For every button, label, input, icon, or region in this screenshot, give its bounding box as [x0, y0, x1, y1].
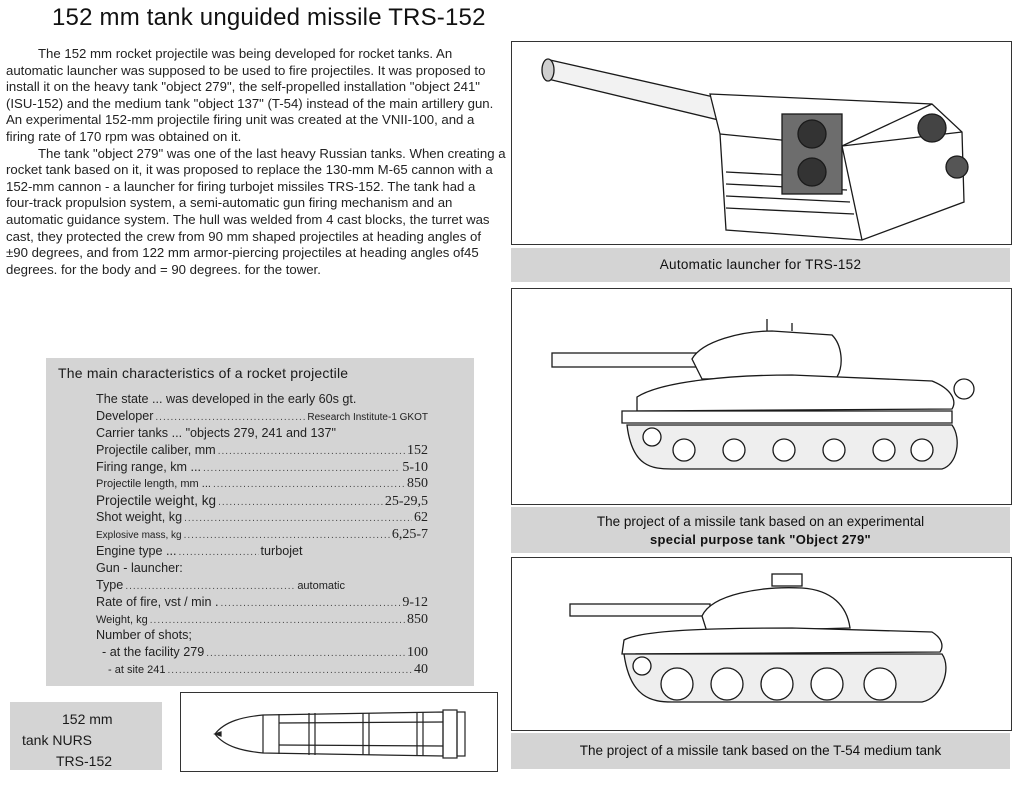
t54-tank-illustration [511, 557, 1012, 731]
paragraph-1: The 152 mm rocket projectile was being developed for rocket tanks. An automatic launcher was supposed to be used to fire projectiles. It was proposed to install it on the heavy tank "object 279", the self-propelled installation "object 241" (ISU-152) and the medium tank "object 137" (T-54) instead of the main artillery gun. An experimental 152-mm projectile firing unit was created at the VNII-100, and a firing rate of 170 rpm was obtained on it. [6, 46, 494, 144]
spec-row-shot-weight: Shot weight, kg ..... 62 [96, 510, 428, 527]
spec-row-weight: Projectile weight, kg ..... 25-29,5 [96, 493, 428, 510]
page-title: 152 mm tank unguided missile TRS-152 [52, 4, 486, 31]
body-text [6, 46, 506, 278]
object-279-tank-illustration [511, 288, 1012, 505]
caption-t54: The project of a missile tank based on the T-54 medium tank [511, 733, 1010, 769]
spec-row-shots-241: - at site 241 ..... 40 [96, 662, 428, 679]
characteristics-box [46, 358, 474, 686]
paragraph-2: The tank "object 279" was one of the last heavy Russian tanks. When creating a rocket tank based on it, it was proposed to replace the 130-mm M-65 cannon with a 152-mm cannon - a launcher for firing turbojet missiles TRS-152. The tank had a four-track propulsion system, a semi-automatic gun firing mechanism and an automatic guidance system. The hull was welded from 4 cast blocks, the turret was cast, they protected the crew from 90 mm shaped projectiles at heading angles of ±90 degrees, and from 122 mm armor-piercing projectiles at heading angles of45 degrees. for the body and = 90 degrees. for the tower. [6, 145, 506, 277]
spec-row-type: Type ..... automatic [96, 578, 428, 595]
caption-object-279-line2: special purpose tank "Object 279" [650, 532, 871, 547]
spec-row-shots-279: - at the facility 279 ..... 100 [96, 645, 428, 662]
characteristics-table [96, 392, 428, 679]
spec-row-length: Projectile length, mm ... ..... 850 [96, 476, 428, 493]
spec-row-caliber: Projectile caliber, mm ..... 152 [96, 443, 428, 460]
spec-row-developer: Developer ..... Research Institute-1 GKOT [96, 409, 428, 426]
nurs-label: 152 mm tank NURS TRS-152 [22, 711, 113, 769]
characteristics-title: The main characteristics of a rocket projectile [58, 365, 349, 381]
missile-drawing [180, 692, 498, 772]
caption-object-279-line1: The project of a missile tank based on an experimental [596, 514, 925, 529]
spec-row-gun-weight: Weight, kg ..... 850 [96, 612, 428, 629]
spec-row-carriers: Carrier tanks ... "objects 279, 241 and 137" [96, 425, 336, 440]
caption-object-279 [511, 507, 1010, 553]
spec-row-state: The state ... was developed in the early 60s gt. [96, 392, 357, 406]
spec-row-range: Firing range, km ... ..... 5-10 [96, 460, 428, 477]
spec-row-launcher-heading: Gun - launcher: [96, 560, 183, 575]
spec-row-shots-heading: Number of shots; [96, 628, 192, 643]
nurs-label-box [10, 702, 162, 770]
caption-launcher: Automatic launcher for TRS-152 [511, 248, 1010, 282]
launcher-illustration [511, 41, 1012, 245]
spec-row-rate: Rate of fire, vst / min . ..... 9-12 [96, 595, 428, 612]
spec-row-explosive: Explosive mass, kg ..... 6,25-7 [96, 527, 428, 544]
spec-row-engine: Engine type ... ..... turbojet [96, 544, 428, 561]
